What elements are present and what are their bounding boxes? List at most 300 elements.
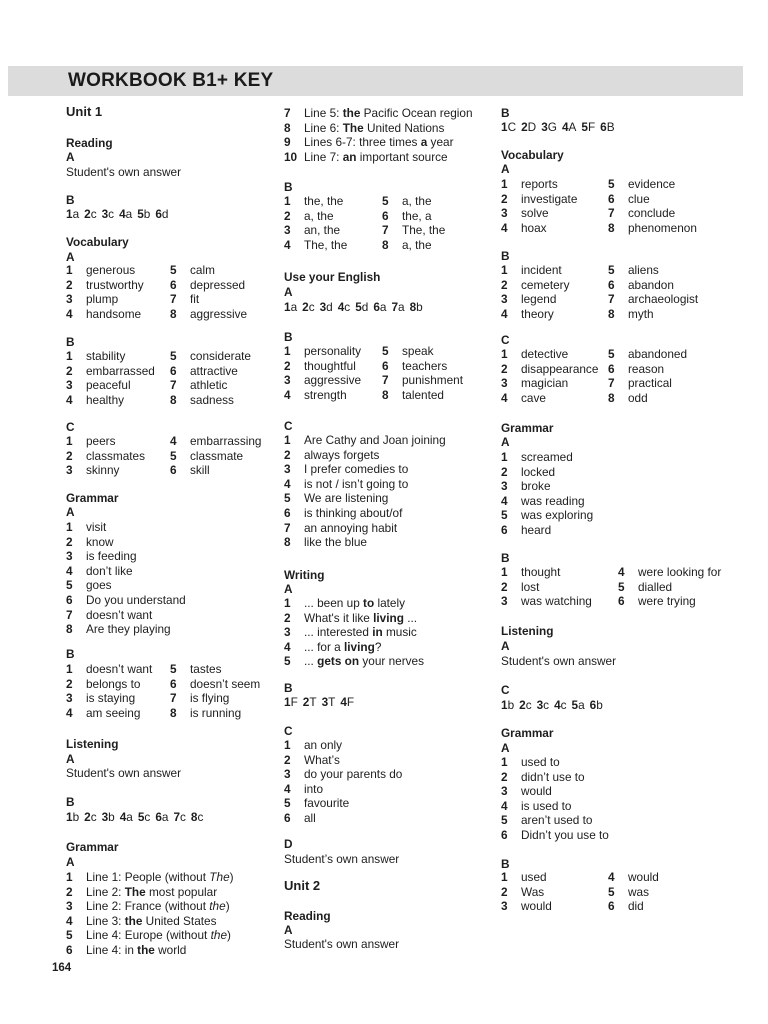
answer-text: lately: [374, 596, 405, 610]
listening-a-label-col3: A: [501, 639, 510, 653]
answer-number: 6: [66, 593, 73, 607]
answer-item: [382, 209, 432, 224]
answer-item: [284, 654, 424, 669]
answer-number: 1: [66, 349, 73, 363]
answer-number: 4: [119, 207, 126, 221]
answer-text: sadness: [190, 392, 234, 407]
answer-number: 3: [501, 899, 508, 914]
answer-number: 4: [66, 913, 73, 928]
use-english-a-answers: [284, 300, 423, 315]
answer-text: doesn’t want: [86, 607, 153, 622]
answer-text: Line 4: in: [86, 943, 138, 957]
answer-text: skinny: [86, 463, 120, 478]
answer-number: 1: [501, 177, 508, 191]
answer-item: [501, 580, 539, 595]
answer-item: [66, 378, 131, 393]
answer-italic: the: [210, 928, 228, 943]
answer-text: embarrassing: [190, 434, 262, 448]
answer-text: broke: [521, 479, 551, 494]
answer-item: [66, 278, 144, 293]
answer-number: 1: [66, 207, 73, 221]
answer-number: 5: [284, 654, 291, 669]
answer-item: [170, 307, 247, 322]
answer-number: 4: [284, 781, 291, 796]
answer-text: detective: [521, 347, 569, 361]
answer-item: [284, 535, 367, 550]
answer-letter: c: [108, 207, 115, 221]
answer-item: [501, 192, 577, 207]
answer-letter: G: [547, 120, 557, 134]
answer-emphasis: The: [342, 120, 364, 135]
answer-number: 4: [66, 306, 73, 321]
answer-number: 8: [170, 705, 177, 720]
answer-item: [66, 449, 145, 464]
answer-item: [382, 238, 432, 253]
answer-number: 7: [608, 206, 615, 221]
answer-item: [284, 477, 408, 492]
answer-text: did: [628, 899, 644, 914]
answer-item: [284, 625, 417, 640]
answer-number: 3: [541, 120, 548, 134]
vocabulary-b-label: B: [66, 335, 75, 349]
writing-b-answers: [284, 695, 354, 710]
unit-1-heading: Unit 1: [66, 104, 103, 119]
answer-number: 2: [66, 363, 73, 378]
answer-text: Line 2: France (without: [86, 899, 210, 914]
answer-number: 5: [501, 508, 508, 523]
answer-text: solve: [521, 206, 549, 221]
answer-number: 3: [501, 292, 508, 307]
answer-item: [284, 373, 361, 388]
unit-2-reading-heading: Reading: [284, 909, 331, 923]
answer-letter: F: [290, 695, 298, 709]
answer-number: 3: [501, 479, 508, 494]
answer-number: 1: [501, 263, 508, 277]
answer-item: [501, 307, 554, 322]
answer-text: belongs to: [86, 676, 141, 691]
answer-number: 4: [119, 810, 127, 824]
writing-d-label: D: [284, 837, 293, 851]
answer-item: [618, 580, 672, 595]
answer-number: 8: [284, 535, 291, 550]
answer-text: reports: [521, 177, 558, 191]
answer-number: 3: [66, 378, 73, 393]
answer-text: Pacific Ocean region: [360, 106, 473, 120]
answer-number: 2: [302, 695, 310, 709]
answer-number: 2: [84, 207, 91, 221]
listening-c-answers-col3: [501, 698, 603, 713]
answer-text: odd: [628, 390, 648, 405]
answer-number: 4: [501, 390, 508, 405]
answer-letter: c: [197, 810, 204, 824]
answer-item: [66, 578, 112, 593]
answer-text: teachers: [402, 358, 448, 373]
answer-text: ...: [403, 610, 418, 625]
answer-number: 5: [170, 662, 177, 676]
answer-emphasis: to: [363, 596, 375, 610]
answer-item: [66, 706, 140, 721]
answer-text: is flying: [190, 691, 230, 706]
answer-item: [170, 449, 243, 464]
answer-item: [501, 177, 558, 192]
answer-number: 3: [536, 698, 544, 712]
answer-item: [284, 462, 408, 477]
answer-text: personality: [304, 344, 362, 358]
answer-letter: a: [72, 207, 80, 221]
answer-item: [284, 359, 356, 374]
answer-number: 3: [66, 292, 73, 307]
answer-number: 8: [284, 120, 291, 135]
answer-text: Line 2:: [86, 884, 125, 899]
answer-text: Do you understand: [86, 593, 186, 607]
answer-text: dialled: [638, 579, 673, 594]
listening-b-answers: [66, 810, 203, 825]
answer-number: 7: [391, 300, 398, 314]
answer-item: [66, 677, 140, 692]
answer-number: 7: [382, 373, 389, 388]
answer-emphasis: living: [344, 639, 375, 654]
use-english-heading: Use your English: [284, 270, 381, 284]
answer-number: 3: [284, 223, 291, 238]
answer-item: [382, 344, 433, 359]
answer-item: [501, 278, 570, 293]
answer-number: 2: [284, 610, 291, 625]
answer-item: [382, 388, 444, 403]
answer-emphasis: living: [373, 610, 404, 625]
answer-item: [284, 209, 334, 224]
answer-number: 4: [284, 237, 291, 252]
answer-text: classmates: [86, 448, 146, 463]
answer-number: 4: [554, 698, 561, 712]
answer-text: Line 7:: [304, 149, 343, 164]
answer-item: [284, 121, 444, 136]
answer-emphasis: The: [124, 884, 146, 899]
answer-item: [66, 463, 119, 478]
answer-text: What’s: [304, 752, 340, 767]
answer-number: 3: [501, 594, 508, 609]
answer-letter: c: [180, 810, 186, 824]
unit-2-reading-a-answer: Student's own answer: [284, 937, 400, 951]
answer-number: 1: [501, 347, 508, 361]
answer-item: [608, 292, 698, 307]
answer-item: [284, 194, 343, 209]
answer-item: [66, 364, 155, 379]
answer-italic: The: [209, 870, 230, 884]
answer-number: 5: [137, 207, 144, 221]
answer-number: 2: [66, 676, 73, 691]
answer-text: ): [227, 928, 231, 943]
answer-item: [501, 508, 593, 523]
answer-number: 2: [284, 208, 291, 223]
answer-number: 1: [501, 755, 508, 769]
grammar-b-label-col2: B: [284, 180, 293, 194]
answer-number: 8: [66, 622, 73, 637]
answer-number: 4: [66, 705, 73, 720]
answer-text: is staying: [86, 691, 136, 706]
answer-text: legend: [521, 292, 557, 307]
answer-number: 3: [66, 463, 73, 478]
answer-number: 5: [382, 194, 389, 208]
answer-item: [501, 899, 552, 914]
answer-number: 3: [284, 462, 291, 477]
answer-text: know: [86, 534, 114, 549]
answer-number: 3: [284, 767, 291, 782]
answer-item: [284, 223, 340, 238]
answer-item: [170, 463, 210, 478]
answer-number: 6: [373, 300, 380, 314]
answer-text: favourite: [304, 796, 350, 811]
answer-emphasis: gets on: [317, 654, 360, 669]
answer-text: considerate: [190, 349, 251, 363]
answer-text: cave: [521, 390, 546, 405]
reading-b-answers: [66, 207, 168, 222]
vocabulary-a-label: A: [66, 250, 75, 264]
answer-number: 5: [284, 491, 291, 506]
answer-text: thought: [521, 565, 561, 579]
answer-number: 3: [66, 899, 73, 914]
answer-number: 8: [608, 306, 615, 321]
answer-number: 4: [284, 639, 291, 654]
answer-letter: b: [507, 698, 515, 712]
answer-text: aggressive: [304, 373, 362, 388]
answer-text: What's it like: [304, 610, 374, 625]
answer-text: Didn’t you use to: [521, 828, 609, 842]
answer-number: 3: [321, 695, 329, 709]
answer-number: 1: [501, 450, 508, 464]
answer-text: was: [628, 884, 649, 899]
answer-item: [170, 292, 199, 307]
reading-heading: Reading: [66, 136, 113, 150]
answer-item: [66, 928, 231, 943]
answer-text: The, the: [402, 223, 446, 238]
answer-number: 8: [608, 390, 615, 405]
answer-number: 6: [608, 899, 615, 914]
writing-c-label: C: [284, 724, 293, 738]
answer-item: [501, 391, 546, 406]
listening-a-answer-col3: Student's own answer: [501, 654, 617, 668]
answer-item: [170, 278, 245, 293]
answer-letter: a: [379, 300, 387, 314]
answer-number: 4: [501, 798, 508, 813]
answer-number: 6: [170, 676, 177, 691]
answer-item: [66, 608, 152, 623]
answer-letter: a: [125, 207, 133, 221]
answer-text: evidence: [628, 177, 676, 191]
answer-item: [284, 738, 342, 753]
answer-item: [170, 378, 227, 393]
answer-item: [170, 706, 241, 721]
answer-letter: c: [560, 698, 567, 712]
answer-text: peaceful: [86, 378, 131, 393]
answer-number: 1: [284, 433, 291, 447]
answer-number: 2: [66, 448, 73, 463]
answer-item: [66, 899, 230, 914]
answer-number: 3: [66, 549, 73, 564]
answer-number: 1: [66, 870, 73, 884]
writing-heading: Writing: [284, 568, 325, 582]
answer-text: was watching: [521, 594, 592, 609]
answer-number: 8: [382, 237, 389, 252]
answer-item: [501, 784, 552, 799]
answer-text: goes: [86, 578, 112, 593]
answer-letter: b: [143, 207, 151, 221]
answer-text: was reading: [521, 493, 585, 508]
answer-text: aggressive: [190, 306, 248, 321]
answer-text: investigate: [521, 191, 578, 206]
answer-number: 3: [319, 300, 327, 314]
answer-text: is used to: [521, 798, 572, 813]
answer-number: 4: [608, 870, 615, 884]
answer-item: [66, 870, 234, 885]
grammar-a-label: A: [66, 505, 75, 519]
answer-item: [66, 520, 106, 535]
answer-number: 7: [170, 378, 177, 393]
answer-item: [284, 344, 361, 359]
answer-letter: c: [90, 207, 97, 221]
answer-item: [170, 434, 261, 449]
listening-b-label: B: [66, 795, 75, 809]
grammar-heading-col3: Grammar: [501, 421, 554, 435]
answer-item: [501, 770, 585, 785]
answer-number: 3: [501, 784, 508, 799]
answer-letter: d: [161, 207, 169, 221]
answer-item: [170, 662, 221, 677]
listening-heading-col3: Listening: [501, 624, 554, 638]
answer-letter: a: [398, 300, 405, 314]
answer-number: 2: [501, 579, 508, 594]
grammar-2-a-label: A: [66, 855, 75, 869]
answer-text: doesn’t seem: [190, 676, 261, 691]
answer-text: don’t like: [86, 563, 133, 578]
answer-text: conclude: [628, 206, 676, 221]
answer-number: 6: [155, 207, 162, 221]
answer-number: 5: [608, 263, 615, 277]
answer-number: 5: [137, 810, 145, 824]
answer-text: music: [382, 625, 417, 640]
answer-text: is not / isn’t going to: [304, 476, 409, 491]
answer-item: [66, 691, 135, 706]
answer-number: 1: [66, 434, 73, 448]
answer-item: [501, 755, 560, 770]
answer-text: calm: [190, 263, 215, 277]
answer-text: ): [225, 899, 230, 914]
answer-text: a, the: [402, 194, 432, 208]
answer-number: 3: [101, 207, 109, 221]
answer-text: Line 1: People (without: [86, 870, 210, 884]
answer-text: a, the: [304, 208, 334, 223]
vocabulary-heading: Vocabulary: [66, 235, 129, 249]
answer-text: classmate: [190, 448, 244, 463]
answer-text: year: [427, 135, 454, 150]
answer-item: [170, 691, 229, 706]
answer-number: 5: [170, 349, 177, 363]
answer-number: 7: [608, 376, 615, 391]
use-english-a-label: A: [284, 285, 293, 299]
answer-number: 1: [284, 738, 291, 752]
page-title: WORKBOOK B1+ KEY: [68, 70, 274, 91]
use-english-b-label: B: [284, 330, 293, 344]
answer-number: 7: [170, 691, 177, 706]
answer-number: 2: [66, 277, 73, 292]
answer-text: fit: [190, 292, 200, 307]
answer-number: 1: [66, 520, 73, 534]
answer-number: 1: [501, 870, 508, 884]
answer-number: 2: [501, 277, 508, 292]
answer-text: important source: [356, 149, 448, 164]
answer-number: 6: [170, 463, 177, 478]
answer-number: 8: [409, 300, 417, 314]
unit-2-heading: Unit 2: [284, 878, 321, 893]
answer-text: myth: [628, 306, 654, 321]
answer-number: 1: [501, 565, 508, 579]
answer-item: [618, 594, 696, 609]
use-english-c-label: C: [284, 419, 293, 433]
answer-text: Line 3:: [86, 913, 125, 928]
answer-letter: a: [578, 698, 585, 712]
answer-number: 5: [608, 177, 615, 191]
answer-text: do your parents do: [304, 767, 403, 782]
answer-number: 4: [340, 695, 347, 709]
grammar-2-b-label-col3: B: [501, 857, 510, 871]
grammar-b-label: B: [66, 647, 75, 661]
reading-a-label: A: [66, 150, 75, 164]
answer-item: [501, 206, 549, 221]
answer-item: [501, 885, 544, 900]
answer-number: 2: [284, 447, 291, 462]
answer-letter: c: [525, 698, 532, 712]
answer-text: would: [521, 899, 552, 914]
answer-text: clue: [628, 191, 650, 206]
answer-number: 4: [501, 220, 508, 235]
answer-text: tastes: [190, 662, 222, 676]
answer-number: 9: [284, 135, 291, 150]
answer-text: the, a: [402, 208, 432, 223]
answer-number: 2: [66, 884, 73, 899]
answer-item: [284, 811, 316, 826]
answer-item: [284, 106, 473, 121]
answer-item: [284, 238, 347, 253]
answer-text: a, the: [402, 237, 432, 252]
answer-number: 4: [618, 565, 625, 579]
answer-item: [608, 362, 664, 377]
answer-text: Was: [521, 884, 545, 899]
answer-text: would: [521, 784, 552, 799]
answer-letter: B: [606, 120, 615, 134]
answer-letter: A: [568, 120, 577, 134]
answer-text: trustworthy: [86, 277, 144, 292]
answer-text: used: [521, 870, 547, 884]
answer-item: [170, 364, 238, 379]
answer-text: locked: [521, 464, 556, 479]
answer-item: [66, 263, 135, 278]
reading-b-label: B: [66, 193, 75, 207]
answer-number: 5: [66, 578, 73, 593]
answer-item: [66, 593, 186, 608]
answer-letter: c: [543, 698, 550, 712]
answer-letter: F: [587, 120, 596, 134]
answer-text: heard: [521, 523, 552, 537]
answer-number: 2: [284, 358, 291, 373]
answer-number: 1: [284, 300, 291, 314]
answer-item: [501, 465, 555, 480]
answer-text: used to: [521, 755, 560, 769]
answer-item: [501, 523, 551, 538]
answer-emphasis: the: [137, 943, 155, 957]
answer-text: attractive: [190, 363, 238, 378]
answer-number: 5: [170, 263, 177, 277]
reading-b-answers-col3: [501, 120, 615, 135]
answer-text: like the blue: [304, 535, 367, 550]
